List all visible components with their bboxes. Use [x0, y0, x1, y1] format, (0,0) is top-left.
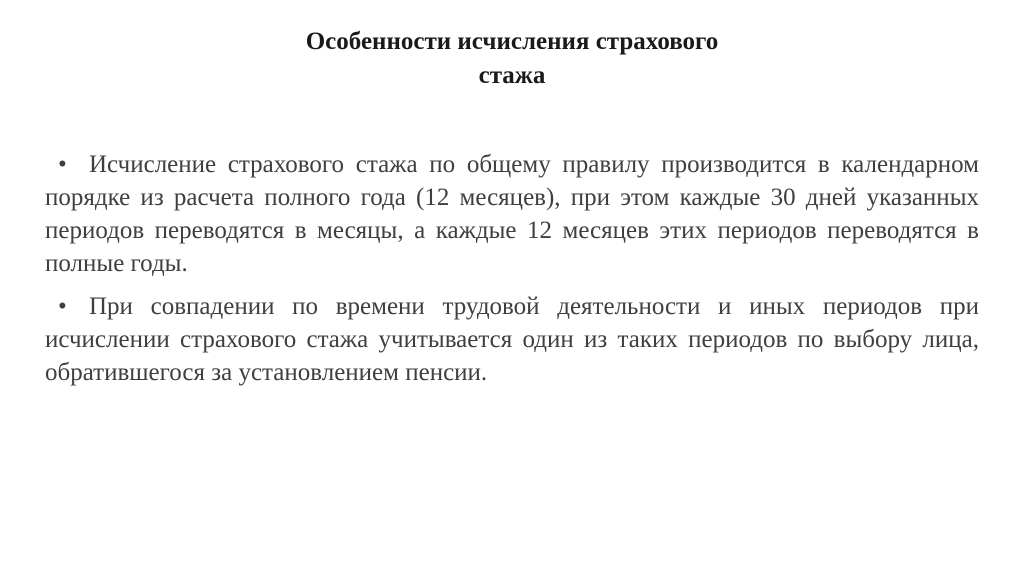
- slide-title-line-2: стажа: [478, 61, 546, 89]
- bullet-dot-icon: •: [58, 293, 67, 320]
- bullet-dot-icon: •: [58, 151, 67, 178]
- slide-title-line-1: Особенности исчисления страхового: [305, 27, 719, 55]
- slide-title: [0, 25, 1024, 93]
- bullet-item: [45, 148, 979, 280]
- bullet-list: [45, 148, 979, 399]
- bullet-text: Исчисление страхового стажа по общему правилу производится в календарном порядке из расчета полного года (12 месяцев), при этом каждые 30 дней указанных периодов переводятся в месяцы, а каждые 12 месяцев этих периодов переводятся в полные годы.: [45, 151, 979, 277]
- bullet-text: При совпадении по времени трудовой деятельности и иных периодов при исчислении страхового стажа учитывается один из таких периодов по выбору лица, обратившегося за установлением пенсии.: [45, 293, 979, 386]
- bullet-item: [45, 290, 979, 389]
